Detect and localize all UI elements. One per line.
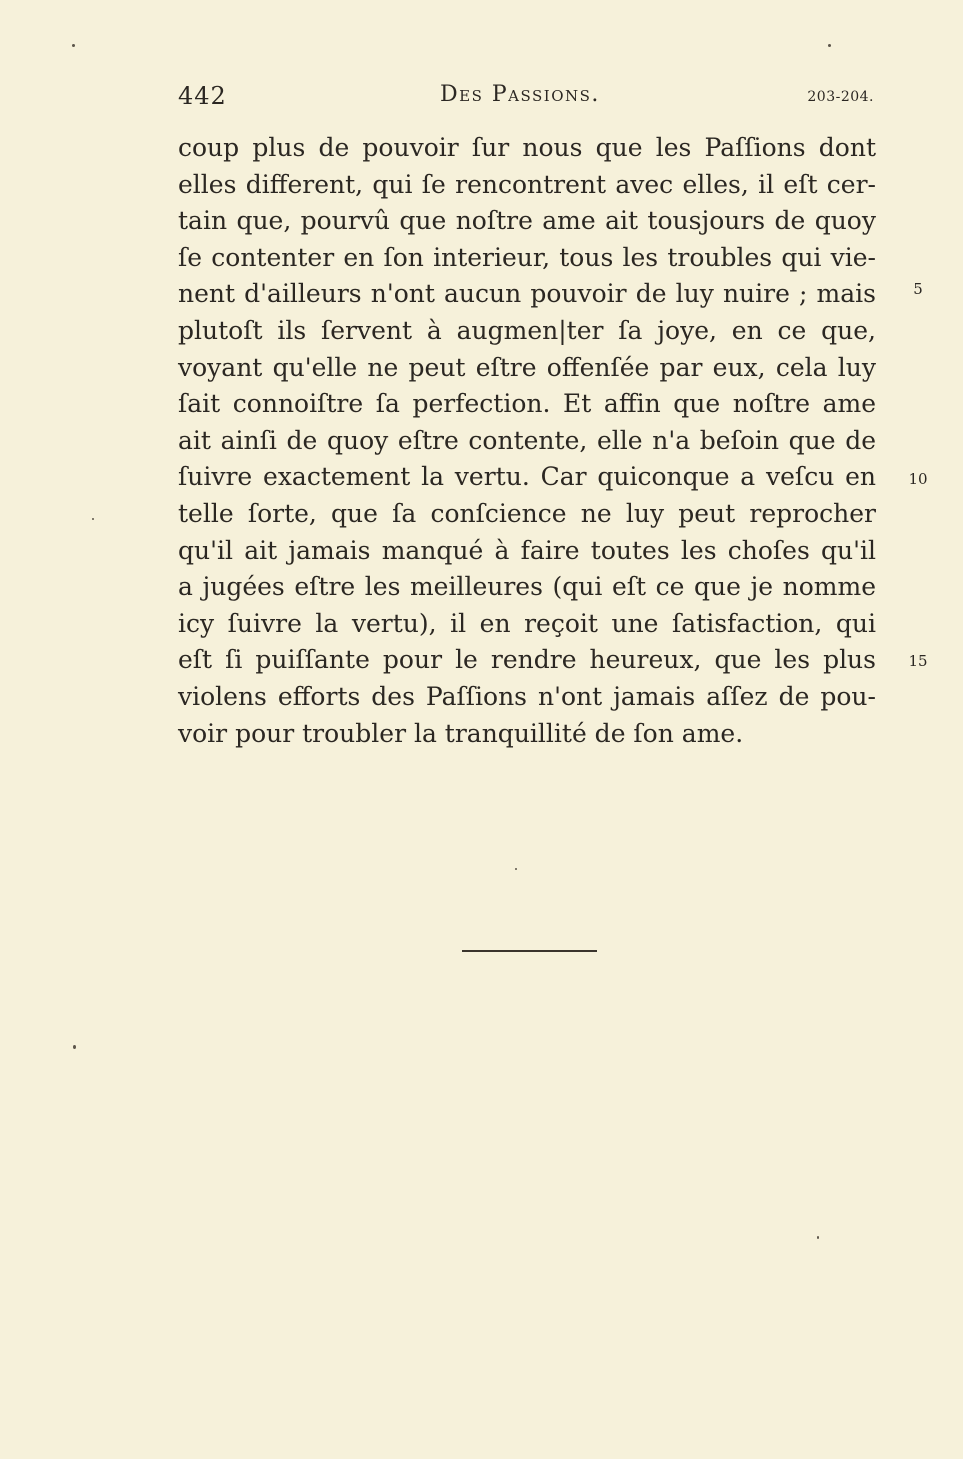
paper-speck — [72, 44, 75, 47]
text-line: plutoſt ils ſervent à augmen|ter ſa joye, en ce que, — [178, 315, 876, 345]
text-line: elles different, qui ſe rencontrent avec elles, il eſt cer- — [178, 169, 876, 199]
text-line: qu'il ait jamais manqué à faire toutes les choſes qu'il — [178, 535, 876, 565]
running-title: Des Passions. — [440, 82, 600, 107]
paper-speck — [817, 1236, 819, 1239]
text-line: a jugées eſtre les meilleures (qui eſt ce que je nomme — [178, 572, 876, 602]
text-line: ſuivre exactement la vertu. Car quiconque a veſcu en — [178, 462, 876, 492]
text-line: nent d'ailleurs n'ont aucun pouvoir de luy nuire ; mais — [178, 279, 876, 309]
text-line: icy ſuivre la vertu), il en reçoit une ſatisfaction, qui — [178, 608, 876, 638]
line-number-15: 15 — [908, 652, 928, 670]
text-line: voir pour troubler la tranquillité de ſon ame. — [178, 718, 744, 748]
text-line: telle ſorte, que ſa conſcience ne luy peut reprocher — [178, 498, 876, 528]
text-line: eſt ſi puiſſante pour le rendre heureux, que les plus — [178, 645, 876, 675]
paper-speck — [73, 1045, 76, 1049]
paper-speck — [92, 518, 94, 520]
section-reference: 203-204. — [807, 89, 874, 105]
line-number-5: 5 — [913, 280, 923, 298]
text-line: tain que, pourvû que noſtre ame ait tousjours de quoy — [178, 206, 876, 236]
text-line: coup plus de pouvoir ſur nous que les Paſſions dont — [178, 133, 876, 162]
text-line: ſe contenter en ſon interieur, tous les troubles qui vie- — [178, 242, 876, 272]
paper-speck — [515, 868, 517, 870]
page-number: 442 — [178, 82, 227, 110]
body-text — [178, 130, 876, 752]
text-line: ſait connoiſtre ſa perfection. Et affin que noſtre ame — [178, 389, 876, 419]
page-header — [178, 82, 878, 112]
line-number-10: 10 — [908, 470, 928, 488]
closing-rule — [462, 950, 597, 952]
text-line: violens efforts des Paſſions n'ont jamais aſſez de pou- — [178, 681, 876, 711]
paper-speck — [828, 44, 831, 47]
text-line: ait ainſi de quoy eſtre contente, elle n'a beſoin que de — [178, 425, 876, 455]
text-line: voyant qu'elle ne peut eſtre offenſée par eux, cela luy — [178, 352, 876, 382]
